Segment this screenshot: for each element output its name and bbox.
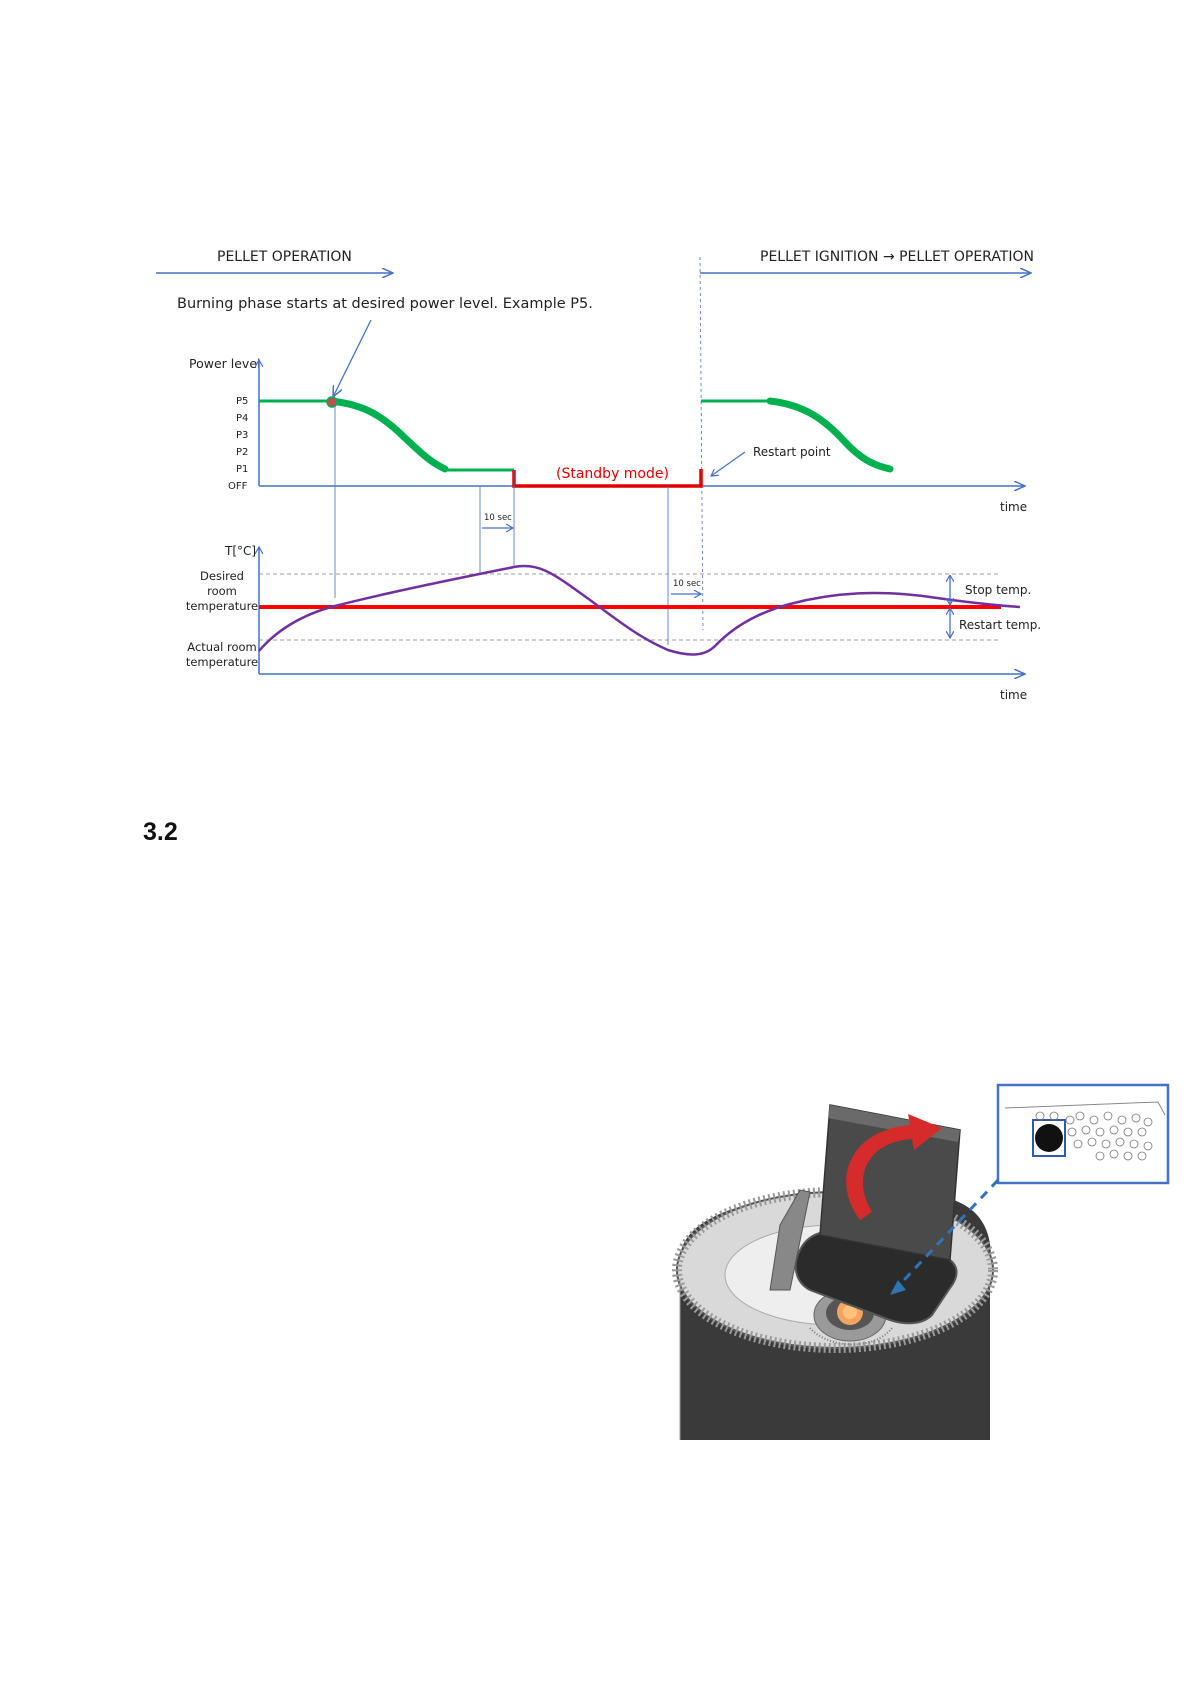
round-button-icon — [1035, 1124, 1063, 1152]
power-level-p1: P1 — [236, 464, 249, 475]
header-right: PELLET IGNITION → PELLET OPERATION — [760, 249, 1034, 265]
annotation-pointer-line — [333, 320, 371, 397]
operation-timing-diagram — [0, 0, 1191, 730]
actual-temperature-curve — [259, 566, 1020, 655]
restart-temp-label: Restart temp. — [959, 618, 1042, 632]
power-axis-label: Power level — [189, 356, 261, 371]
power-level-p3: P3 — [236, 430, 249, 441]
burning-phase-annotation: Burning phase starts at desired power level. Example P5. — [177, 296, 593, 312]
desired-temp-label-line1: Desired — [200, 569, 244, 583]
standby-mode-label: (Standby mode) — [556, 466, 669, 482]
restart-point-label: Restart point — [753, 445, 831, 459]
power-level-off: OFF — [228, 481, 248, 492]
delay-label-restart: 10 sec — [673, 579, 701, 589]
power-level-p5: P5 — [236, 396, 249, 407]
temperature-axis-label: T[°C] — [225, 544, 257, 558]
stop-temp-label: Stop temp. — [965, 583, 1032, 597]
header-left: PELLET OPERATION — [217, 249, 352, 265]
desired-temp-label-line3: temperature — [185, 599, 259, 613]
control-panel-inset — [998, 1085, 1168, 1183]
start-point-marker — [327, 397, 337, 407]
power-time-label: time — [1000, 500, 1028, 514]
actual-temp-label-line2: temperature — [185, 655, 259, 669]
stove-lid-illustration — [660, 1070, 1180, 1440]
restart-point-pointer — [711, 452, 745, 476]
power-level-p2: P2 — [236, 447, 249, 458]
power-curve-ramp-down — [330, 401, 445, 469]
actual-temp-label-line1: Actual room — [187, 640, 257, 654]
delay-label-stop: 10 sec — [484, 513, 512, 523]
desired-temp-label-line2: room — [207, 584, 237, 598]
temperature-time-label: time — [1000, 688, 1028, 702]
power-level-p4: P4 — [236, 413, 249, 424]
section-number: 3.2 — [143, 818, 178, 846]
